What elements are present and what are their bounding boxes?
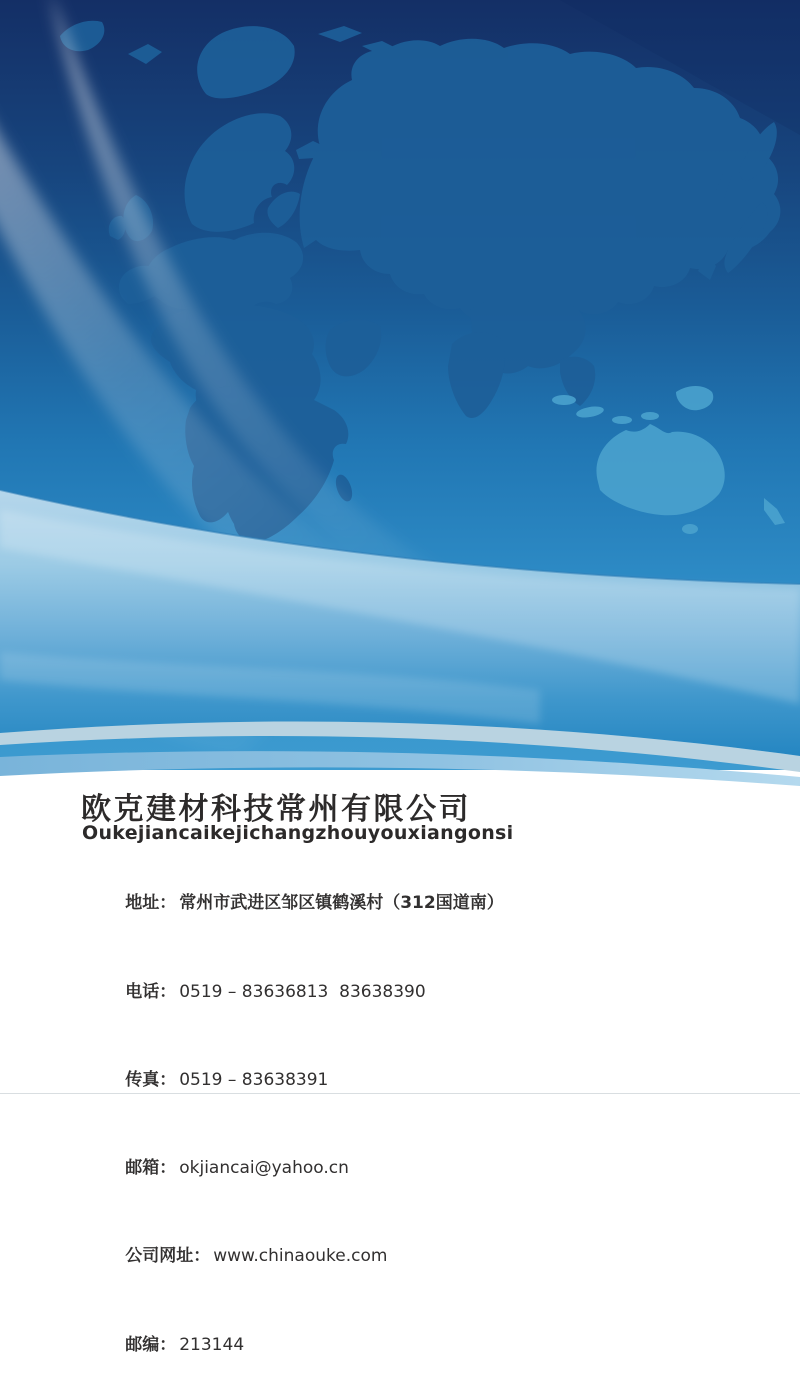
- contact-label: 电话：: [125, 981, 177, 1002]
- contact-row-postcode: [82, 1301, 504, 1389]
- contact-row-email: [82, 1125, 504, 1213]
- contact-label: 邮箱：: [125, 1158, 177, 1179]
- contact-value: okjiancai@yahoo.cn: [179, 1158, 349, 1179]
- contact-label: 地址：: [125, 893, 177, 914]
- contact-row-address: [82, 860, 504, 948]
- contact-value: 0519 – 83636813 83638390: [179, 981, 426, 1002]
- contact-value: 常州市武进区邹区镇鹤溪村（312国道南）: [179, 893, 504, 914]
- contact-label: 邮编：: [125, 1334, 177, 1355]
- contact-value: 0519 – 83638391: [179, 1069, 329, 1090]
- contact-row-phone: [82, 948, 504, 1036]
- company-name-pinyin: Oukejiancaikejichangzhouyouxiangonsi: [82, 822, 514, 844]
- contact-label: 传真：: [125, 1069, 177, 1090]
- contact-row-website: [82, 1213, 504, 1301]
- company-name-cn: 欧克建材科技常州有限公司: [81, 792, 471, 827]
- contact-label: 公司网址：: [125, 1246, 211, 1267]
- contact-value: www.chinaouke.com: [213, 1246, 388, 1267]
- contact-list: [82, 860, 504, 1389]
- contact-row-fax: [82, 1036, 504, 1124]
- contact-value: 213144: [179, 1334, 245, 1355]
